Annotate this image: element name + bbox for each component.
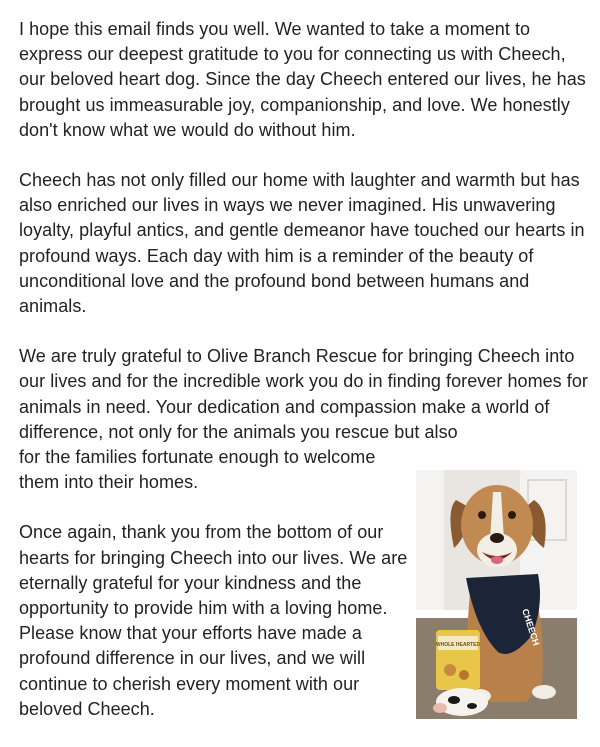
treat-biscuit-2 <box>459 670 469 680</box>
cow-toy-snout <box>433 703 447 713</box>
door-left <box>416 470 444 620</box>
cow-toy-spot-2 <box>467 703 477 709</box>
dog-eye-right <box>508 511 516 519</box>
dog-photo <box>416 470 577 719</box>
cow-toy-spot-1 <box>448 696 460 704</box>
letter-paragraph-3-wrap-line-2: them into their homes. <box>19 472 199 493</box>
dog-nose <box>490 533 504 543</box>
treat-biscuit-1 <box>444 664 456 676</box>
dog-photo-image <box>416 470 577 719</box>
letter-paragraph-1: I hope this email finds you well. We wanted to take a moment to express our deepest gratitude to you for connecting us with Cheech, our beloved heart dog. Since the day Cheech entered our lives, he has brought us immeasurable joy, companionship, and love. We honestly don't know what we would do without him. <box>19 19 586 140</box>
dog-tongue <box>491 556 503 564</box>
letter-paragraph-2: Cheech has not only filled our home with laughter and warmth but has also enriched our lives in ways we never imagined. His unwavering loyalty, playful antics, and gentle demeanor have touched our hearts in profound ways. Each day with him is a reminder of the beauty of unconditional love and the profound bond between humans and animals. <box>19 170 585 317</box>
treat-bag-brand: WHOLE HEARTED <box>435 642 481 648</box>
letter-paragraph-3-wrap-line-1: for the families fortunate enough to welcome <box>19 447 376 468</box>
letter-paragraph-4: Once again, thank you from the bottom of our hearts for bringing Cheech into our lives. We are eternally grateful for your kindness and the opportunity to provide him with a loving home. Please know that your efforts have made a profound difference in our lives, and we will continue to cherish every moment with our beloved Cheech. <box>19 522 408 719</box>
dog-paw-right <box>532 685 556 699</box>
bandana-text: CHEECH <box>520 607 542 647</box>
letter-paragraph-3-main: We are truly grateful to Olive Branch Rescue for bringing Cheech into our lives and for the incredible work you do in finding forever homes for animals in need. Your dedication and compassion make a world of difference, not only for the animals you rescue but also <box>19 346 588 442</box>
dog-eye-left <box>478 511 486 519</box>
